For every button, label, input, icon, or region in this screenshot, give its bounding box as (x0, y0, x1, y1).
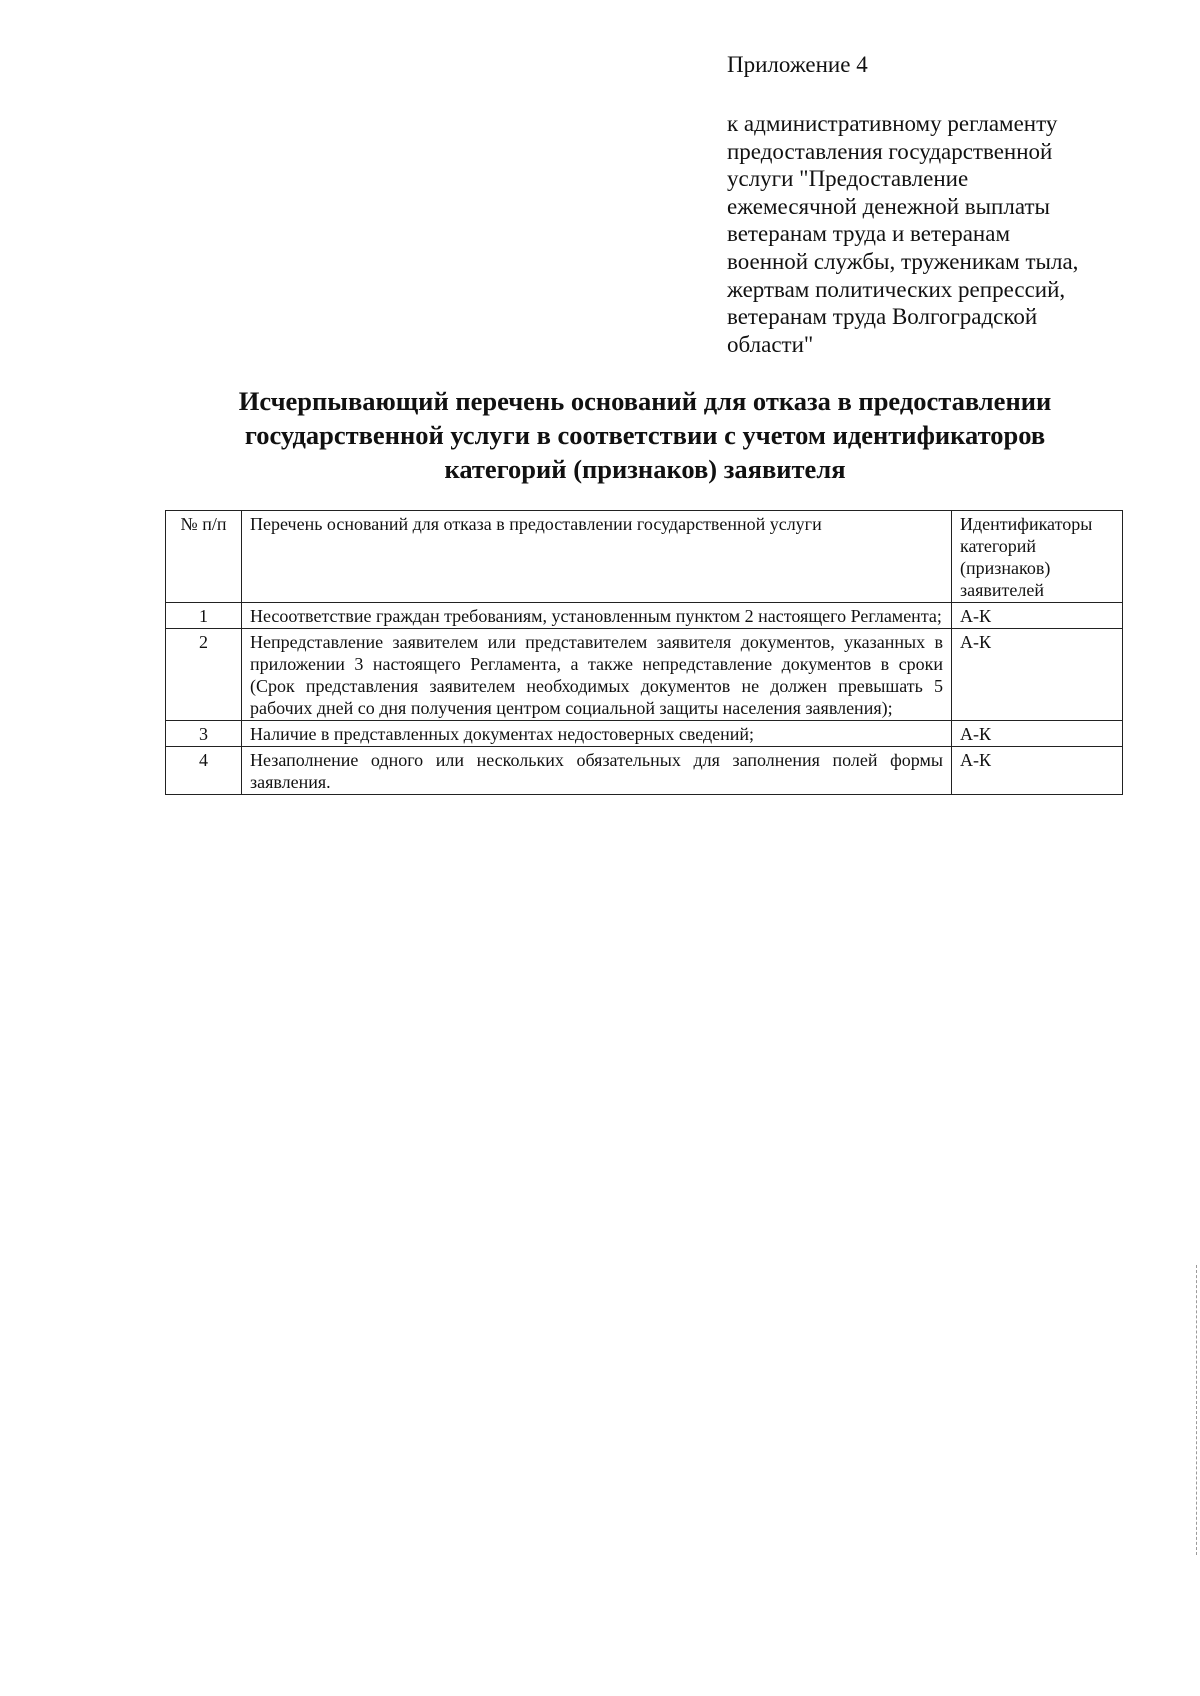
row-number: 2 (166, 629, 242, 721)
table-row (166, 721, 1123, 747)
column-header-identifiers: Идентификаторы категорий (признаков) заявителей (952, 511, 1123, 603)
row-identifiers: А-К (952, 603, 1123, 629)
refusal-reasons-table (165, 510, 1123, 795)
scan-edge-mark (1196, 1265, 1198, 1555)
table-row (166, 629, 1123, 721)
row-reason: Несоответствие граждан требованиям, установленным пунктом 2 настоящего Регламента; (242, 603, 952, 629)
row-reason: Наличие в представленных документах недостоверных сведений; (242, 721, 952, 747)
row-reason: Незаполнение одного или нескольких обязательных для заполнения полей формы заявления. (242, 747, 952, 795)
row-number: 1 (166, 603, 242, 629)
column-header-number: № п/п (166, 511, 242, 603)
column-header-reason: Перечень оснований для отказа в предоставлении государственной услуги (242, 511, 952, 603)
table-row (166, 603, 1123, 629)
appendix-reference: к административному регламенту предоставления государственной услуги "Предоставление ежемесячной денежной выплаты ветеранам труда и ветеранам военной службы, труженикам тыла, жертвам политических репрессий, ветеранам труда Волгоградской области" (727, 111, 1079, 357)
table-row (166, 747, 1123, 795)
row-identifiers: А-К (952, 629, 1123, 721)
table-header-row (166, 511, 1123, 603)
row-number: 4 (166, 747, 242, 795)
row-identifiers: А-К (952, 721, 1123, 747)
row-reason: Непредставление заявителем или представителем заявителя документов, указанных в приложении 3 настоящего Регламента, а также непредставление документов в сроки (Срок представления заявителем необходимых документов не должен превышать 5 рабочих дней со дня получения центром социальной защиты населения заявления); (242, 629, 952, 721)
row-identifiers: А-К (952, 747, 1123, 795)
row-number: 3 (166, 721, 242, 747)
document-title: Исчерпывающий перечень оснований для отказа в предоставлении государственной услуги в соответствии с учетом идентификаторов категорий (признаков) заявителя (238, 386, 1052, 484)
appendix-label: Приложение 4 (727, 52, 868, 77)
